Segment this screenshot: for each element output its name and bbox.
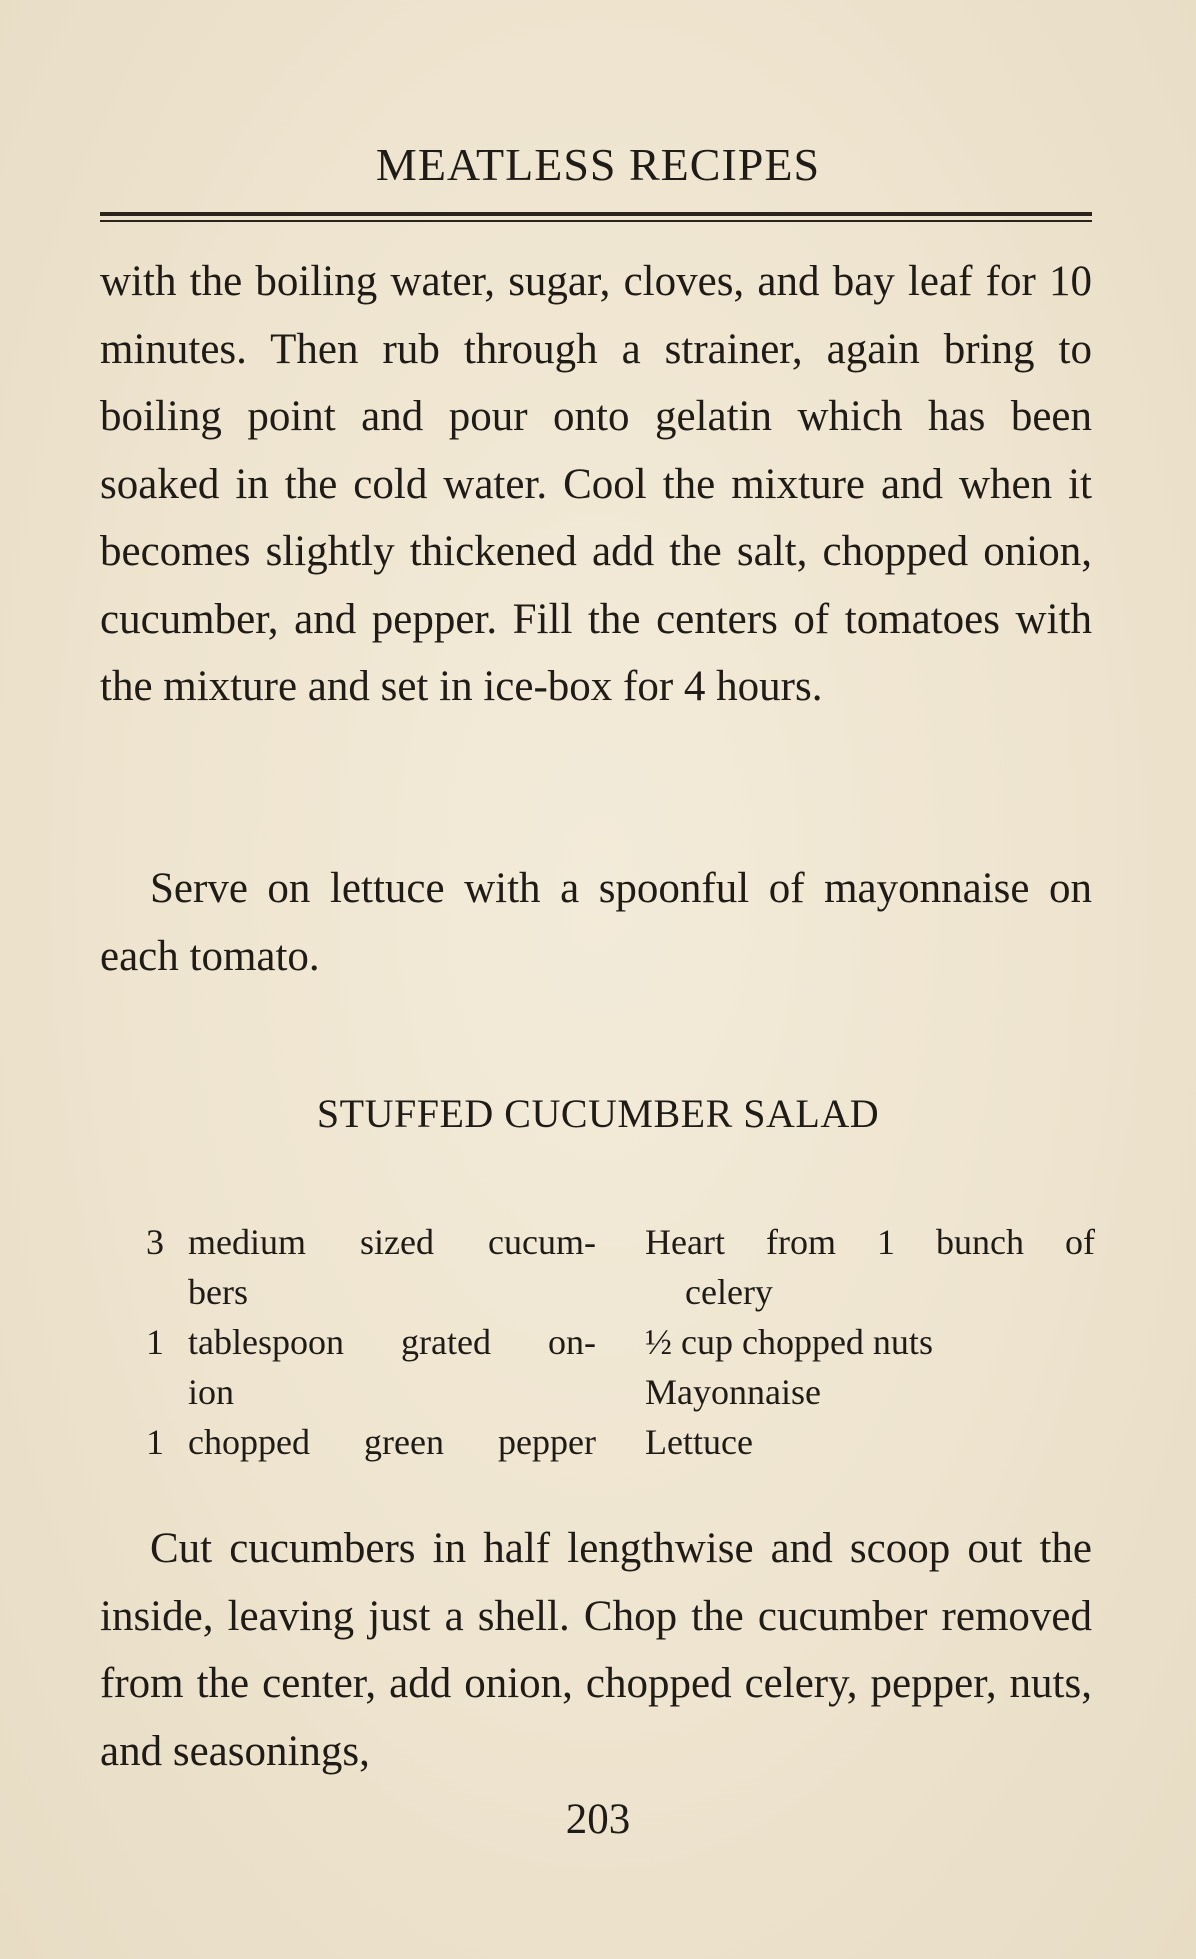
ingredient-continuation: celery [685,1272,773,1312]
ingredient-text: Heart from 1 bunch of [645,1222,1095,1262]
ingredient-item [645,1217,1095,1267]
ingredient-text: chopped green pepper [188,1422,596,1462]
page-number: 203 [565,1796,631,1843]
ingredient-quantity: 3 [146,1222,164,1262]
paragraph-continued: with the boiling water, sugar, cloves, and bay leaf for 10 minutes. Then rub through a strainer, again bring to boiling point and pour onto gelatin which has been soaked in the cold water. Cool the mixture and when it becomes slightly thickened add the salt, chopped onion, cucumber, and pepper. Fill the centers of tomatoes with the mixture and set in ice-box for 4 hours. [100,258,1092,710]
ingredient-text: Lettuce [645,1422,753,1462]
ingredient-item [146,1417,596,1467]
ingredient-item [146,1217,596,1267]
recipe-method: Cut cucumbers in half lengthwise and scoop out the inside, leaving just a shell. Chop the cucumber removed from the center, add onion, chopped celery, pepper, nuts, and seasonings, [100,1525,1092,1775]
header-rule-thin [100,220,1092,222]
ingredient-continuation: ion [188,1372,235,1412]
ingredient-item [645,1317,1095,1367]
running-head: MEATLESS RECIPES [375,139,821,190]
ingredient-quantity: 1 [146,1422,164,1462]
ingredient-item [645,1417,1095,1467]
ingredients-right-column [645,1217,1095,1467]
ingredient-item [146,1317,596,1367]
ingredient-continuation: bers [188,1272,248,1312]
ingredient-item [645,1367,1095,1417]
header-rule-thick [100,212,1092,216]
ingredient-text: tablespoon grated on- [188,1322,596,1362]
ingredient-text: medium sized cucum- [188,1222,596,1262]
ingredient-text: ½ cup chopped nuts [645,1322,933,1362]
ingredient-quantity: 1 [146,1322,164,1362]
paragraph-serving: Serve on lettuce with a spoonful of mayonnaise on each tomato. [100,865,1092,980]
recipe-title: STUFFED CUCUMBER SALAD [316,1091,880,1136]
ingredients-left-column [146,1217,596,1467]
ingredient-text: Mayonnaise [645,1372,821,1412]
